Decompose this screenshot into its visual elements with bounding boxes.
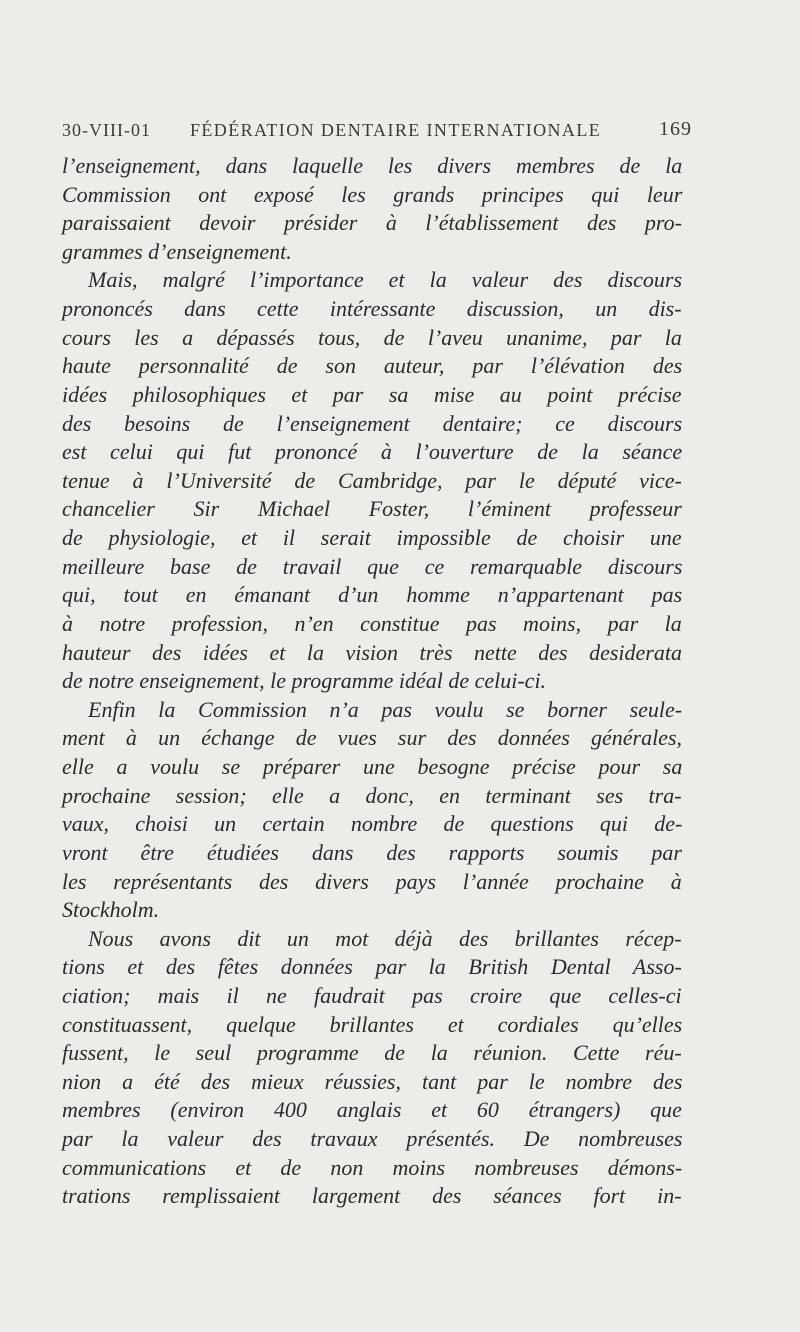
paragraph-start-line: Enfin la Commission n’a pas voulu se borner seule- xyxy=(88,696,683,722)
text-line: nion a été des mieux réussies, tant par le nombre des xyxy=(62,1068,683,1094)
text-line: par la valeur des travaux présentés. De nombreuses xyxy=(62,1126,683,1152)
text-line: tions et des fêtes données par la British Dental Asso- xyxy=(62,954,682,980)
text-line: l’enseignement, dans laquelle les divers membres de la xyxy=(62,153,683,178)
text-line: tenue à l’Université de Cambridge, par le député vice- xyxy=(62,467,682,493)
text-line: ciation; mais il ne faudrait pas croire que celles-ci xyxy=(62,982,682,1008)
body-text xyxy=(62,152,682,1212)
text-line: Commission ont exposé les grands principes qui leur xyxy=(62,181,683,207)
text-line: hauteur des idées et la vision très nette des desiderata xyxy=(62,639,682,665)
text-line: Stockholm. xyxy=(62,897,160,923)
text-line: haute personnalité de son auteur, par l’élévation des xyxy=(62,353,683,379)
text-line: membres (environ 400 anglais et 60 étrangers) que xyxy=(62,1097,682,1123)
text-line: vront être étudiées dans des rapports soumis par xyxy=(62,839,682,865)
paragraph-start-line: Mais, malgré l’importance et la valeur des discours xyxy=(88,267,683,293)
text-line: cours les a dépassés tous, de l’aveu unanime, par la xyxy=(62,324,682,350)
text-line: ment à un échange de vues sur des données générales, xyxy=(62,725,683,751)
text-line: à notre profession, n’en constitue pas moins, par la xyxy=(62,610,682,636)
page-number: 169 xyxy=(659,118,692,140)
text-line: prochaine session; elle a donc, en terminant ses tra- xyxy=(62,782,682,808)
text-line: constituassent, quelque brillantes et cordiales qu’elles xyxy=(62,1011,683,1037)
text-line: idées philosophiques et par sa mise au point précise xyxy=(62,381,682,407)
text-line: fussent, le seul programme de la réunion. Cette réu- xyxy=(62,1040,682,1066)
header-date: 30-VIII-01 xyxy=(62,120,151,140)
text-line: trations remplissaient largement des séances fort in- xyxy=(62,1183,682,1209)
paragraph-start-line: Nous avons dit un mot déjà des brillantes récep- xyxy=(88,925,682,951)
text-line: des besoins de l’enseignement dentaire; ce discours xyxy=(62,410,683,436)
text-line: communications et de non moins nombreuses démons- xyxy=(62,1154,683,1180)
text-line: de notre enseignement, le programme idéal de celui-ci. xyxy=(62,668,547,694)
text-line: de physiologie, et il serait impossible de choisir une xyxy=(62,525,682,551)
text-line: chancelier Sir Michael Foster, l’éminent professeur xyxy=(62,496,682,522)
text-line: meilleure base de travail que ce remarquable discours xyxy=(62,553,683,579)
text-line: grammes d’enseignement. xyxy=(62,238,292,264)
text-line: elle a voulu se préparer une besogne précise pour sa xyxy=(62,754,683,780)
text-line: est celui qui fut prononcé à l’ouverture de la séance xyxy=(62,439,683,465)
header-title: FÉDÉRATION DENTAIRE INTERNATIONALE xyxy=(190,120,602,140)
text-line: les représentants des divers pays l’année prochaine à xyxy=(62,868,682,894)
text-line: paraissaient devoir présider à l’établissement des pro- xyxy=(62,210,682,236)
text-line: vaux, choisi un certain nombre de questions qui de- xyxy=(62,811,683,837)
text-line: qui, tout en émanant d’un homme n’appartenant pas xyxy=(62,582,683,608)
text-line: prononcés dans cette intéressante discussion, un dis- xyxy=(62,296,682,322)
running-header xyxy=(62,116,692,146)
